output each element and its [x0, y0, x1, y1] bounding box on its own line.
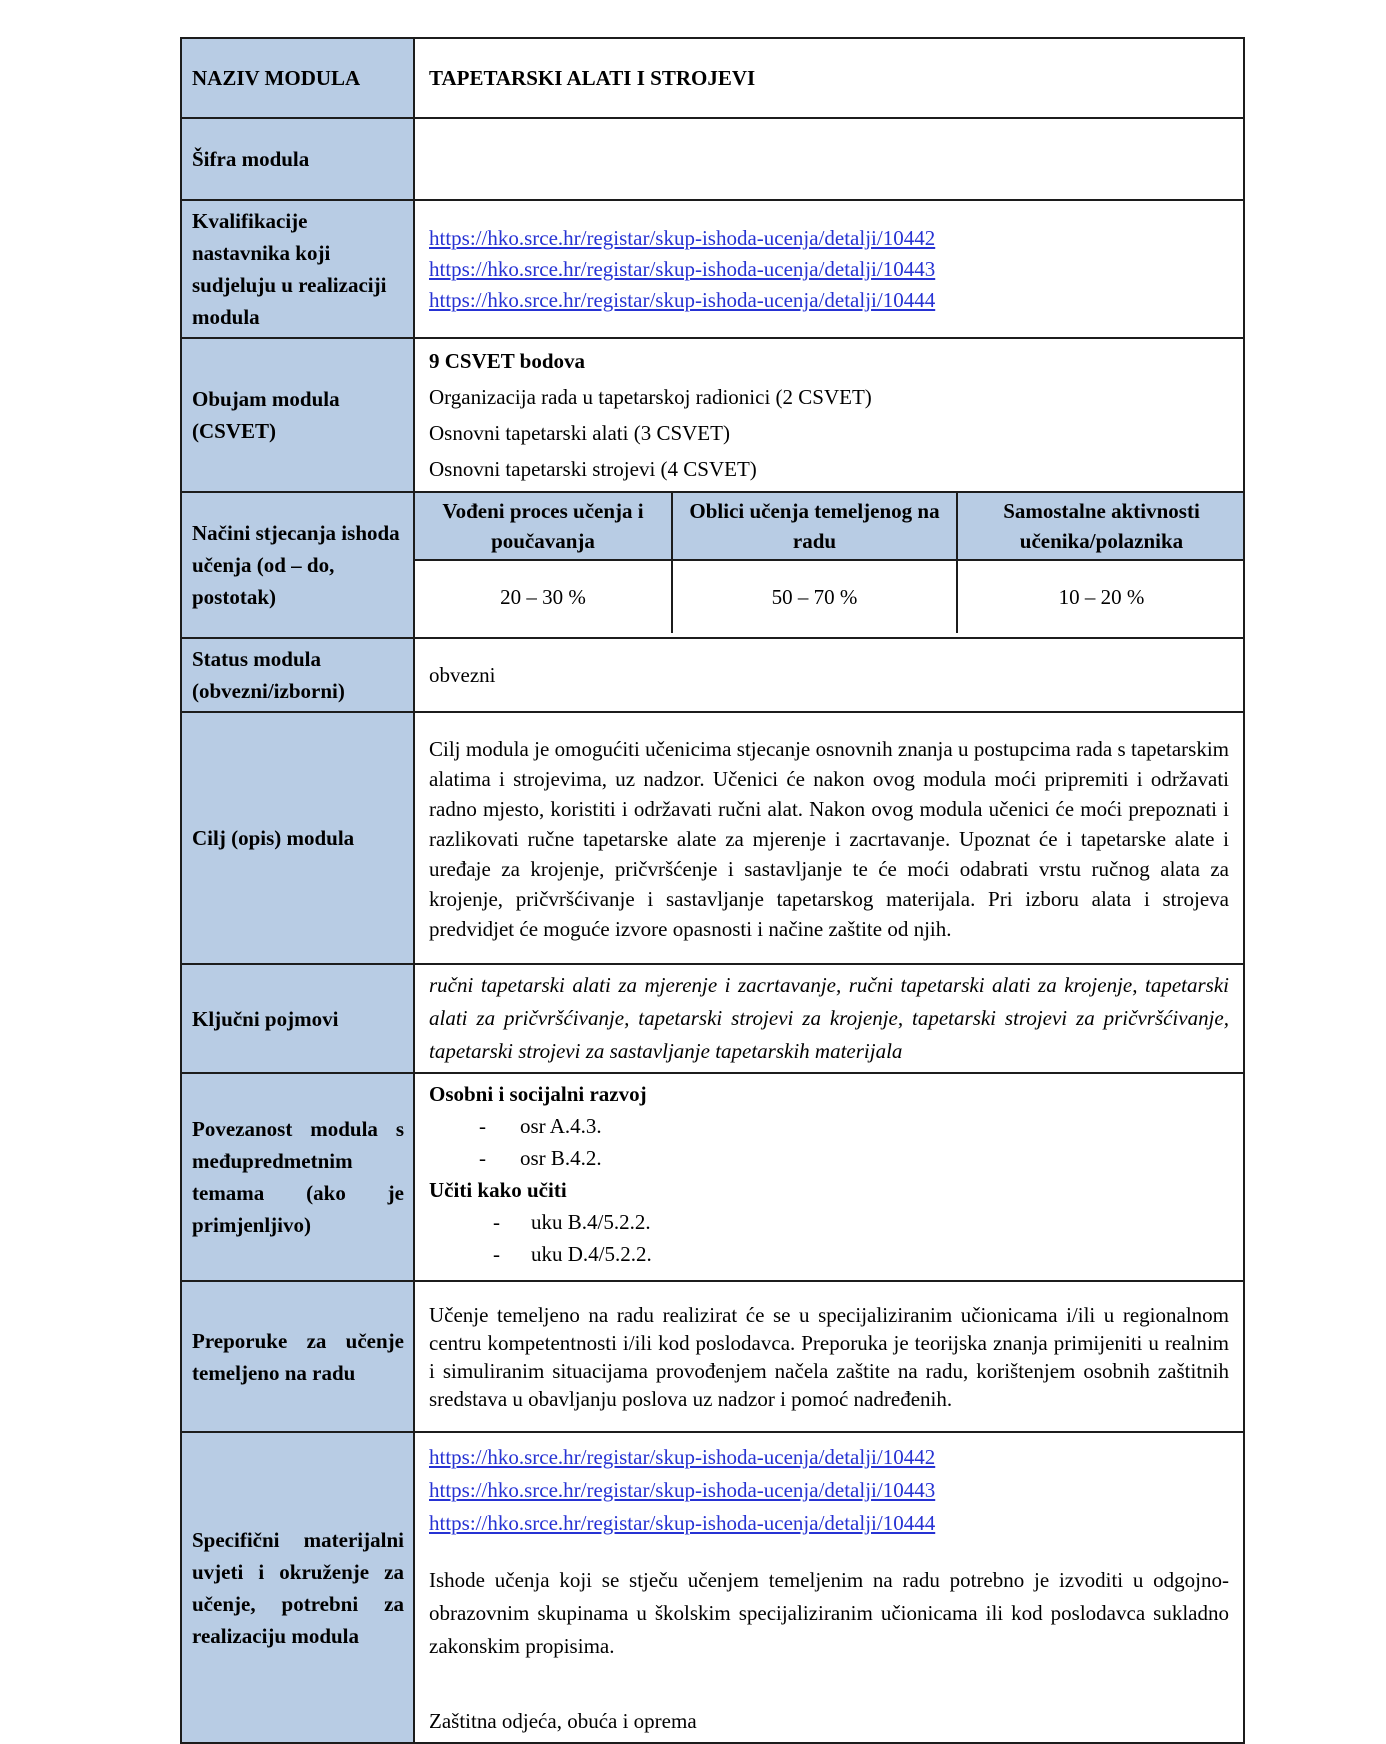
value-preporuke: [414, 1281, 1244, 1432]
specificni-links: [429, 1437, 1229, 1540]
label-kvalifikacije: Kvalifikacije nastavnika koji sudjeluju u realizaciji modula: [181, 200, 414, 338]
value-specificni-uvjeti: [414, 1432, 1244, 1743]
row-kvalifikacije: [181, 200, 1244, 338]
povezanost-heading-osr: Osobni i socijalni razvoj: [429, 1082, 647, 1106]
povezanost-item: [429, 1206, 1229, 1238]
label-sifra-modula: Šifra modula: [181, 118, 414, 200]
obujam-item: Organizacija rada u tapetarskoj radionici (2 CSVET): [429, 385, 872, 409]
label-naziv-modula: NAZIV MODULA: [181, 38, 414, 118]
link-line: [429, 1507, 1229, 1540]
hko-registar-link-10442[interactable]: https://hko.srce.hr/registar/skup-ishoda-ucenja/detalji/10442: [429, 1445, 936, 1469]
row-specificni-uvjeti: [181, 1432, 1244, 1743]
hko-registar-link-10443[interactable]: https://hko.srce.hr/registar/skup-ishoda-ucenja/detalji/10443: [429, 257, 936, 281]
value-cilj-modula: [414, 712, 1244, 964]
module-spec-table: [180, 37, 1245, 1744]
label-preporuke: Preporuke za učenje temeljeno na radu: [181, 1281, 414, 1432]
postotak-header-row: [415, 493, 1245, 560]
dash-bullet: -: [479, 1114, 486, 1138]
row-kljucni-pojmovi: [181, 964, 1244, 1073]
label-nacini-stjecanja: Načini stjecanja ishoda učenja (od – do, postotak): [181, 492, 414, 638]
specificni-equipment-line: Zaštitna odjeća, obuća i oprema: [429, 1709, 697, 1733]
obujam-item: Osnovni tapetarski strojevi (4 CSVET): [429, 457, 757, 481]
header-vodeni-proces: Vođeni proces učenja i poučavanja: [415, 493, 672, 560]
povezanost-item-text: osr A.4.3.: [520, 1114, 602, 1138]
povezanost-item: [429, 1238, 1229, 1270]
label-kljucni-pojmovi: Ključni pojmovi: [181, 964, 414, 1073]
povezanost-item: [429, 1142, 1229, 1174]
kljucni-paragraph: ručni tapetarski alati za mjerenje i zacrtavanje, ručni tapetarski alati za krojenje, tapetarski alati za pričvršćivanje, tapetarski strojevi za krojenje, tapetarski strojevi za pričvršćivanje, tapetarski strojevi za sastavljanje tapetarskih materijala: [429, 973, 1229, 1063]
link-line: [429, 285, 1229, 315]
row-nacini-stjecanja: [181, 492, 1244, 638]
label-obujam-modula: Obujam modula (CSVET): [181, 338, 414, 492]
value-naziv-modula: TAPETARSKI ALATI I STROJEVI: [414, 38, 1244, 118]
povezanost-item-text: uku B.4/5.2.2.: [531, 1210, 651, 1234]
preporuke-paragraph: Učenje temeljeno na radu realizirat će se u specijaliziranim učionicama i/ili u regionalnom centru kompetentnosti i/ili kod poslodavca. Preporuka je teorijska znanja primijeniti u realnim i simuliranim situacijama provođenjem načela zaštite na radu, korištenjem osobnih zaštitnih sredstava u obavljanju poslova uz nadzor i pomoć nadređenih.: [429, 1302, 1229, 1411]
postotak-table: [415, 493, 1245, 633]
link-line: [429, 1441, 1229, 1474]
hko-registar-link-10444[interactable]: https://hko.srce.hr/registar/skup-ishoda-ucenja/detalji/10444: [429, 1511, 936, 1535]
row-preporuke: [181, 1281, 1244, 1432]
label-status-modula: Status modula (obvezni/izborni): [181, 638, 414, 712]
dash-bullet: -: [493, 1210, 500, 1234]
povezanost-item: [429, 1110, 1229, 1142]
link-line: [429, 254, 1229, 284]
row-naziv-modula: [181, 38, 1244, 118]
obujam-item: Osnovni tapetarski alati (3 CSVET): [429, 421, 730, 445]
row-status-modula: [181, 638, 1244, 712]
value-povezanost-modula: [414, 1073, 1244, 1281]
header-samostalne-aktivnosti: Samostalne aktivnosti učenika/polaznika: [957, 493, 1245, 560]
povezanost-item-text: osr B.4.2.: [520, 1146, 602, 1170]
povezanost-item-text: uku D.4/5.2.2.: [531, 1242, 652, 1266]
hko-registar-link-10443[interactable]: https://hko.srce.hr/registar/skup-ishoda-ucenja/detalji/10443: [429, 1478, 936, 1502]
label-specificni-uvjeti: Specifični materijalni uvjeti i okruženje za učenje, potrebni za realizaciju modula: [181, 1432, 414, 1743]
label-cilj-modula: Cilj (opis) modula: [181, 712, 414, 964]
row-cilj-modula: [181, 712, 1244, 964]
postotak-values-row: [415, 560, 1245, 633]
value-nacini-stjecanja: [414, 492, 1244, 638]
hko-registar-link-10442[interactable]: https://hko.srce.hr/registar/skup-ishoda-ucenja/detalji/10442: [429, 226, 936, 250]
value-kvalifikacije: [414, 200, 1244, 338]
value-sifra-modula: [414, 118, 1244, 200]
link-line: [429, 1474, 1229, 1507]
dash-bullet: -: [479, 1146, 486, 1170]
header-oblici-ucenja: Oblici učenja temeljenog na radu: [672, 493, 957, 560]
label-povezanost-modula: Povezanost modula s međupredmetnim temama (ako je primjenljivo): [181, 1073, 414, 1281]
specificni-paragraph: Ishode učenja koji se stječu učenjem temeljenim na radu potrebno je izvoditi u odgojno-obrazovnim skupinama u školskim specijaliziranim učionicama ili kod poslodavca sukladno zakonskim propisima.: [429, 1568, 1229, 1658]
value-samostalne-aktivnosti: 10 – 20 %: [957, 560, 1245, 633]
value-kljucni-pojmovi: [414, 964, 1244, 1073]
cilj-paragraph: Cilj modula je omogućiti učenicima stjecanje osnovnih znanja u postupcima rada s tapetarskim alatima i strojevima, uz nadzor. Učenici će nakon ovog modula moći pripremiti i održavati radno mjesto, koristiti i održavati ručni alat. Nakon ovog modula učenici će moći prepoznati i razlikovati ručne tapetarske alate za mjerenje i zacrtavanje. Upoznat će i tapetarske alate i uređaje za krojenje, pričvršćenje i sastavljanje te će moći odabrati vrstu ručnog alata za krojenje, pričvršćivanje i sastavljanje tapetarskog materijala. Pri izboru alata i strojeva predvidjet će moguće izvore opasnosti i načine zaštite od njih.: [429, 737, 1229, 941]
link-line: [429, 223, 1229, 253]
povezanost-heading-uku: Učiti kako učiti: [429, 1178, 567, 1202]
obujam-total: 9 CSVET bodova: [429, 349, 586, 373]
dash-bullet: -: [493, 1242, 500, 1266]
value-status-modula: obvezni: [414, 638, 1244, 712]
row-sifra-modula: [181, 118, 1244, 200]
value-obujam-modula: [414, 338, 1244, 492]
row-povezanost-modula: [181, 1073, 1244, 1281]
value-oblici-ucenja: 50 – 70 %: [672, 560, 957, 633]
hko-registar-link-10444[interactable]: https://hko.srce.hr/registar/skup-ishoda-ucenja/detalji/10444: [429, 288, 936, 312]
value-vodeni-proces: 20 – 30 %: [415, 560, 672, 633]
row-obujam-modula: [181, 338, 1244, 492]
